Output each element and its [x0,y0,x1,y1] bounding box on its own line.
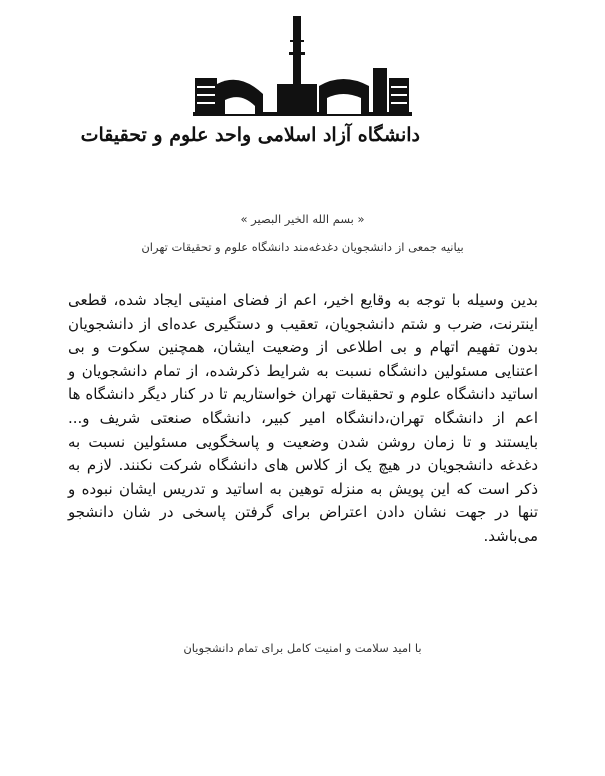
statement-subtitle: بیانیه جمعی از دانشجویان دغدغه‌مند دانشگاه علوم و تحقیقات تهران [141,240,464,254]
logo-caption: دانشگاه آزاد اسلامی واحد علوم و تحقیقات [80,124,420,146]
closing-line: با امید سلامت و امنیت کامل برای تمام دانشجویان [183,641,422,655]
statement-body: بدین وسیله با توجه به وقایع اخیر، اعم از فضای امنیتی ایجاد شده، قطعی اینترنت، ضرب و شتم دانشجویان، تعقیب و دستگیری عده‌ای از دانشجویان بدون تفهیم اتهام و بی اطلاعی از وضعیت ایشان، همچنین سکوت و بی اعتنایی مسئولین دانشگاه نسبت به شرایط ذکرشده، از تمام دانشجویان و اساتید دانشگاه علوم و تحقیقات تهران خواستاریم تا در کنار دیگر دانشگاه ها اعم از دانشگاه تهران،دانشگاه امیر کبیر، دانشگاه صنعتی شریف و... بایستند و تا زمان روشن شدن وضعیت و پاسخگویی مسئولین نسبت به دغدغه دانشجویان در هیچ یک از کلاس های دانشگاه شرکت نکنند. لازم به ذکر است که این پویش به منزله توهین به اساتید و تدریس ایشان نبوده و تنها در جهت نشان دادن اعتراض برای گرفتن پاسخی در شان دانشجو می‌باشد. [68,291,538,545]
logo-emblem-icon [185,12,420,122]
university-logo [80,12,420,172]
bismillah-heading: « بسم الله الخیر البصیر » [240,212,365,226]
